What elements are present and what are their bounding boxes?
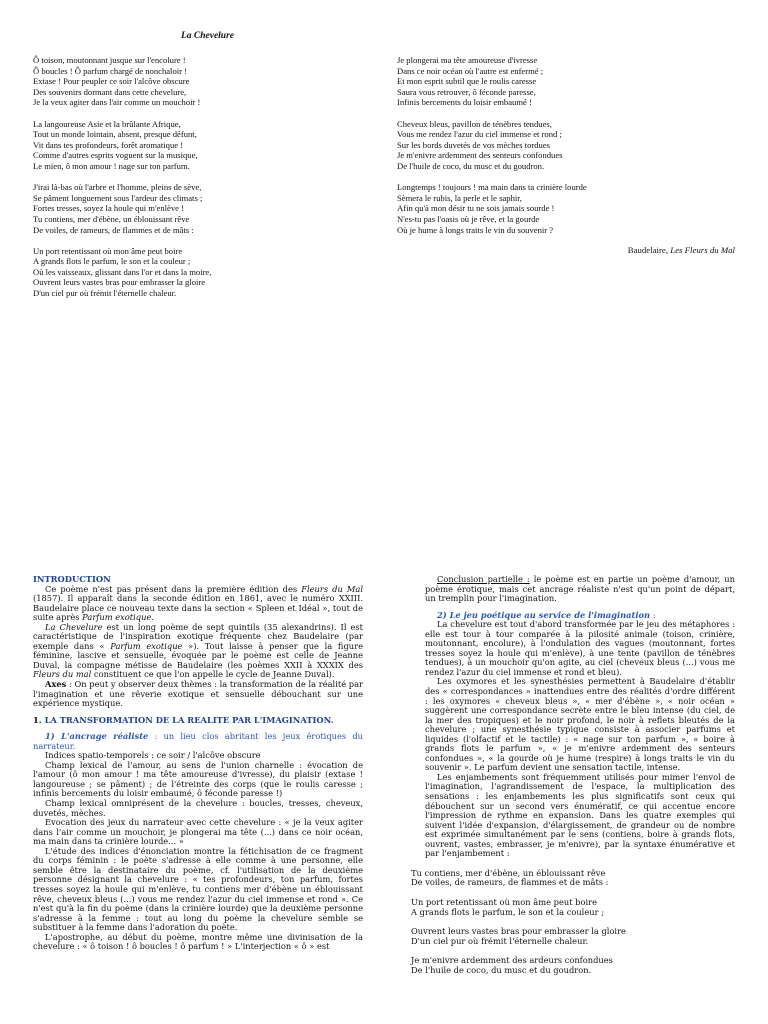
poem-stanza bbox=[397, 55, 737, 108]
poem-line: A grands flots le parfum, le son et la couleur ; bbox=[33, 256, 191, 267]
intro-paragraph-1: Ce poème n'est pas présent dans la première édition des Fleurs du Mal (1857). Il apparaît dans la seconde édition en 1861, avec le numéro XXIII. Baudelaire place ce nouveau texte dans la section « Spleen et Idéal », tout de suite après Parfum exotique. bbox=[33, 583, 363, 623]
poem-line: Et mon esprit subtil que le roulis caresse bbox=[397, 76, 537, 87]
poem-stanza bbox=[33, 55, 363, 108]
commentary-paragraph: Les enjambements sont fréquemment utilisés pour mimer l'envol de l'imagination, l'agrandissement de l'espace, la multiplication des sensations : les enjambements les plus significatifs sont ceux qui débouchent sur un second vers énumératif, ce qui accentue encore l'impression de rythme en expansion. Dans les quatre exemples qui suivent l'idée d'expansion, d'élargissement, de grandeur ou de nombre est exprimée simultanément par le sens (contiens, boire à grands flots, ouvrent, vastes, embrasser, je m'enivre), par la syntaxe énumérative et par l'enjambement : bbox=[425, 771, 735, 859]
intro-heading: INTRODUCTION bbox=[33, 574, 111, 584]
subsection-2-heading: 2) Le jeu poétique au service de l'imagination : bbox=[437, 609, 656, 620]
poem-line: La langoureuse Asie et la brûlante Afrique, bbox=[33, 118, 181, 129]
poem-line: D'un ciel pur où frémit l'éternelle chaleur. bbox=[33, 288, 177, 299]
quoted-verse-line: A grands flots le parfum, le son et la couleur ; bbox=[411, 906, 604, 917]
poem-line: Se pâment longuement sous l'ardeur des climats ; bbox=[33, 192, 203, 203]
poem-line: Le mien, ô mon amour ! nage sur ton parfum. bbox=[33, 160, 190, 171]
poem-line: Je plongerai ma tête amoureuse d'ivresse bbox=[397, 55, 538, 65]
quoted-verse-line: Tu contiens, mer d'ébène, un éblouissant rêve bbox=[411, 867, 606, 878]
poem-right-column bbox=[397, 55, 737, 246]
part1-heading: 1. LA TRANSFORMATION DE LA REALITE PAR L'IMAGINATION. bbox=[33, 714, 334, 725]
poem-stanza bbox=[33, 119, 363, 172]
quoted-verse-line: D'un ciel pur où frémit l'éternelle chaleur. bbox=[411, 935, 589, 946]
quoted-verse-line: De l'huile de coco, du musc et du goudron. bbox=[411, 964, 592, 975]
poem-line: J'irai là-bas où l'arbre et l'homme, pleins de sève, bbox=[33, 182, 202, 193]
poem-line: Infinis bercements du loisir embaumé ! bbox=[397, 97, 532, 108]
poem-line: Afin qu'à mon désir tu ne sois jamais sourde ! bbox=[397, 203, 555, 214]
commentary-paragraph: Champ lexical omniprésent de la chevelure : boucles, tresses, cheveux, duvetés, mèches. bbox=[33, 798, 363, 818]
quoted-verse-line: Un port retentissant où mon âme peut boire bbox=[411, 896, 597, 907]
poem-line: Je la veux agiter dans l'air comme un mouchoir ! bbox=[33, 97, 201, 108]
poem-line: Fortes tresses, soyez la houle qui m'enlève ! bbox=[33, 203, 184, 214]
poem-line: Saura vous retrouver, ô féconde paresse, bbox=[397, 86, 536, 97]
subsection-1-heading: 1) L'ancrage réaliste : un lieu clos abritant les jeux érotiques du narrateur. bbox=[33, 731, 363, 751]
poem-stanza bbox=[33, 246, 363, 299]
commentary-paragraph: Evocation des jeux du narrateur avec cette chevelure : « je la veux agiter dans l'air comme un mouchoir, je plongerai ma tête (...) dans ce noir océan, ma main dans ta crinière lourde... » bbox=[33, 817, 363, 847]
poem-line: Où les vaisseaux, glissant dans l'or et dans la moire, bbox=[33, 266, 212, 277]
axes-paragraph: Axes : On peut y observer deux thèmes : la transformation de la réalité par l'imagination et une rêverie exotique et sensuelle débouchant sur une expérience mystique. bbox=[33, 679, 363, 709]
poem-line: Ô toison, moutonnant jusque sur l'encolure ! bbox=[33, 55, 186, 65]
poem-stanza bbox=[397, 119, 737, 172]
poem-line: Sur les bords duvetés de vos mèches tordues bbox=[397, 139, 550, 150]
commentary-paragraph: Indices spatio-temporels : ce soir / l'alcôve obscure bbox=[45, 750, 261, 761]
poem-stanza bbox=[397, 182, 737, 235]
poem-stanza bbox=[33, 182, 363, 235]
poem-line: Où je hume à longs traits le vin du souvenir ? bbox=[397, 224, 554, 235]
poem-line: Cheveux bleus, pavillon de ténèbres tendues, bbox=[397, 118, 552, 129]
poem-line: Des souvenirs dormant dans cette chevelure, bbox=[33, 86, 187, 97]
work-title: Les Fleurs du Mal bbox=[670, 245, 735, 255]
poem-line: Sèmera le rubis, la perle et le saphir, bbox=[397, 192, 522, 203]
quoted-verse-line: Ouvrent leurs vastes bras pour embrasser la gloire bbox=[411, 926, 626, 937]
commentary-paragraph: Champ lexical de l'amour, au sens de l'union charnelle : évocation de l'amour (ô mon amour ! ma tête amoureuse d'ivresse), du plaisir (extase ! langoureuse ; se pâment) ; de l'étreinte des corps (que le roulis caresse ; infinis bercements du loisir embaumé, ô féconde paresse !) bbox=[33, 759, 363, 799]
poem-line: Comme d'autres esprits voguent sur la musique, bbox=[33, 150, 198, 161]
poem-line: De l'huile de coco, du musc et du goudron. bbox=[397, 160, 545, 171]
poem-line: Ouvrent leurs vastes bras pour embrasser la gloire bbox=[33, 277, 206, 288]
poem-line: Dans ce noir océan où l'autre est enfermé ; bbox=[397, 65, 544, 76]
partial-conclusion: Conclusion partielle : le poème est en partie un poème d'amour, un poème érotique, mais cet ancrage réaliste n'est qu'un point de départ, un tremplin pour l'imagination. bbox=[425, 574, 735, 604]
poem-line: Je m'enivre ardemment des senteurs confondues bbox=[397, 150, 563, 161]
intro-paragraph-2: La Chevelure est un long poème de sept quintils (35 alexandrins). Il est caractéristique de l'inspiration exotique fréquente chez Baudelaire (par exemple dans « Parfum exotique »). Tout laisse à penser que la figure féminine, lascive et sensuelle, évoquée par le poème est celle de Jeanne Duval, la compagne métisse de Baudelaire (les poèmes XXII à XXXIX des Fleurs du mal constituent ce que l'on appelle le cycle de Jeanne Duval). bbox=[33, 621, 363, 680]
commentary-right-column bbox=[411, 574, 735, 975]
quoted-verses bbox=[411, 869, 735, 975]
poem-left-column bbox=[33, 55, 363, 309]
poem-title: La Chevelure bbox=[180, 31, 235, 41]
left-paragraphs bbox=[33, 751, 363, 951]
commentary-paragraph: Les oxymores et les synesthésies permettent à Baudelaire d'établir des « correspondances » inattendues entre des réalités d'ordre différent : les oxymores « cheveux bleus », « mer d'ébène », « noir océan » suggèrent une correspondance secrète entre le bleu intense (du ciel, de la mer des tropiques) et le noir profond, le noir à reflets bleutés de la chevelure ; une synesthésie typique consiste à associer parfums et liquides (l'olfactif et le tactile) : « nage sur ton parfum », « boire à grands flots le parfum », « je m'enivre ardemment des senteurs confondues », « la gourde où je hume (respire) à longs traits le vin du souvenir ». Le parfum devient une sensation tactile, intense. bbox=[425, 676, 735, 773]
right-paragraphs bbox=[425, 620, 735, 859]
poem-line: N'es-tu pas l'oasis où je rêve, et la gourde bbox=[397, 213, 540, 224]
poem-line: Vit dans tes profondeurs, forêt aromatique ! bbox=[33, 139, 184, 150]
poem-line: Un port retentissant où mon âme peut boire bbox=[33, 245, 183, 256]
poem-line: Extase ! Pour peupler ce soir l'alcôve obscure bbox=[33, 76, 190, 87]
commentary-paragraph: L'apostrophe, au début du poème, montre même une divinisation de la chevelure : « ô toison ! ô boucles ! ô parfum ! » L'interjection « ô » est bbox=[33, 931, 363, 952]
quoted-verse-line: Je m'enivre ardemment des ardeurs confondues bbox=[411, 955, 613, 966]
quoted-verse-line: De voiles, de rameurs, de flammes et de mâts : bbox=[411, 877, 609, 888]
poem-line: De voiles, de rameurs, de flammes et de mâts : bbox=[33, 224, 194, 235]
poem-line: Vous me rendez l'azur du ciel immense et rond ; bbox=[397, 129, 562, 140]
poem-line: Tout un monde lointain, absent, presque défunt, bbox=[33, 129, 197, 140]
poem-line: Ô boucles ! Ô parfum chargé de nonchaloir ! bbox=[33, 65, 187, 76]
commentary-paragraph: L'étude des indices d'énonciation montre la fétichisation de ce fragment du corps féminin : le poète s'adresse à elle comme à une personne, elle semble être la destinataire du poème, cf. l'utilisation de la deuxième personne désignant la chevelure : « tes profondeurs, ton parfum, fortes tresses soyez la houle qui m'enlève, tu contiens mer d'ébène un éblouissant rêve, cheveux bleus (...) vous me rendez l'azur du ciel immense et rond ». Ce n'est qu'à la fin du poème (dans la crinière lourde) que la deuxième personne s'adresse à la femme : tout au long du poème la chevelure semble se substituer à la femme dans l'adoration du poète. bbox=[33, 845, 363, 933]
commentary-paragraph: La chevelure est tout d'abord transformée par le jeu des métaphores : elle est tour à tour comparée à la pilosité animale (toison, crinière, moutonnant, encolure), à l'ondulation des vagues (moutonnant, fortes tresses soyez la houle qui m'enlève), à une tente (pavillon de ténèbres tendues), à un mouchoir qu'on agite, au ciel (cheveux bleus (...) vous me rendez l'azur du ciel immense et rond et bleu). bbox=[425, 619, 735, 677]
poem-line: Longtemps ! toujours ! ma main dans ta crinière lourde bbox=[397, 182, 587, 193]
poem-attribution bbox=[628, 245, 735, 255]
author-name: Baudelaire, bbox=[627, 245, 669, 255]
poem-line: Tu contiens, mer d'ébène, un éblouissant rêve bbox=[33, 213, 190, 224]
commentary-left-column bbox=[33, 575, 363, 952]
